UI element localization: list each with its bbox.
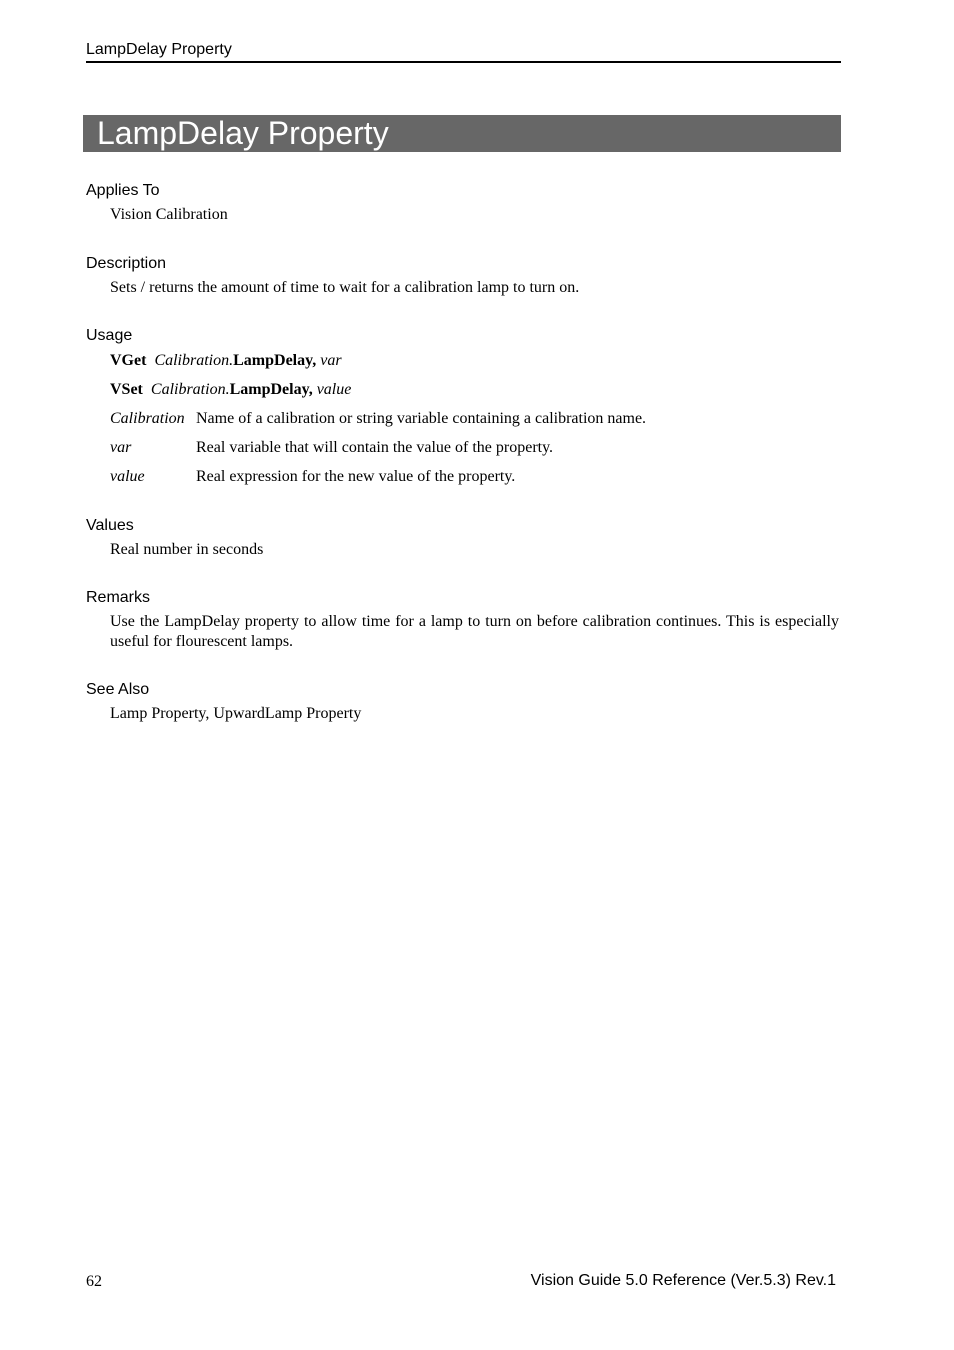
- applies-to-heading: Applies To: [86, 182, 160, 199]
- remarks-text: Use the LampDelay property to allow time for a lamp to turn on before calibration continues. This is especially useful for flourescent lamps.: [110, 613, 839, 650]
- param-desc-calibration: Name of a calibration or string variable containing a calibration name.: [196, 410, 647, 427]
- param-name-calibration: Calibration: [110, 410, 185, 427]
- footer-doc-title: Vision Guide 5.0 Reference (Ver.5.3) Rev.1: [530, 1272, 836, 1289]
- vget-syntax: [110, 351, 342, 371]
- vget-property: LampDelay,: [233, 352, 317, 369]
- description-heading: Description: [86, 255, 167, 272]
- vset-arg: value: [316, 381, 352, 398]
- values-heading: Values: [86, 517, 134, 534]
- applies-to-text: Vision Calibration: [110, 206, 228, 223]
- remarks-heading: Remarks: [86, 589, 151, 606]
- param-desc-var: Real variable that will contain the value of the property.: [196, 439, 554, 456]
- vset-syntax: [110, 380, 351, 400]
- vset-keyword: VSet: [110, 381, 143, 398]
- vget-object: Calibration.: [154, 352, 234, 369]
- page-title: LampDelay Property: [83, 115, 841, 152]
- usage-heading: Usage: [86, 327, 133, 344]
- param-desc-value: Real expression for the new value of the property.: [196, 468, 516, 485]
- description-text: Sets / returns the amount of time to wait for a calibration lamp to turn on.: [110, 279, 580, 296]
- vget-keyword: VGet: [110, 352, 147, 369]
- vget-arg: var: [320, 352, 342, 369]
- values-text: Real number in seconds: [110, 541, 264, 558]
- running-header: LampDelay Property: [86, 41, 841, 63]
- param-name-var: var: [110, 439, 132, 456]
- vset-property: LampDelay,: [229, 381, 313, 398]
- page-number: 62: [86, 1273, 102, 1290]
- see-also-heading: See Also: [86, 681, 150, 698]
- vset-object: Calibration.: [150, 381, 230, 398]
- param-name-value: value: [110, 468, 145, 485]
- see-also-text: Lamp Property, UpwardLamp Property: [110, 705, 362, 722]
